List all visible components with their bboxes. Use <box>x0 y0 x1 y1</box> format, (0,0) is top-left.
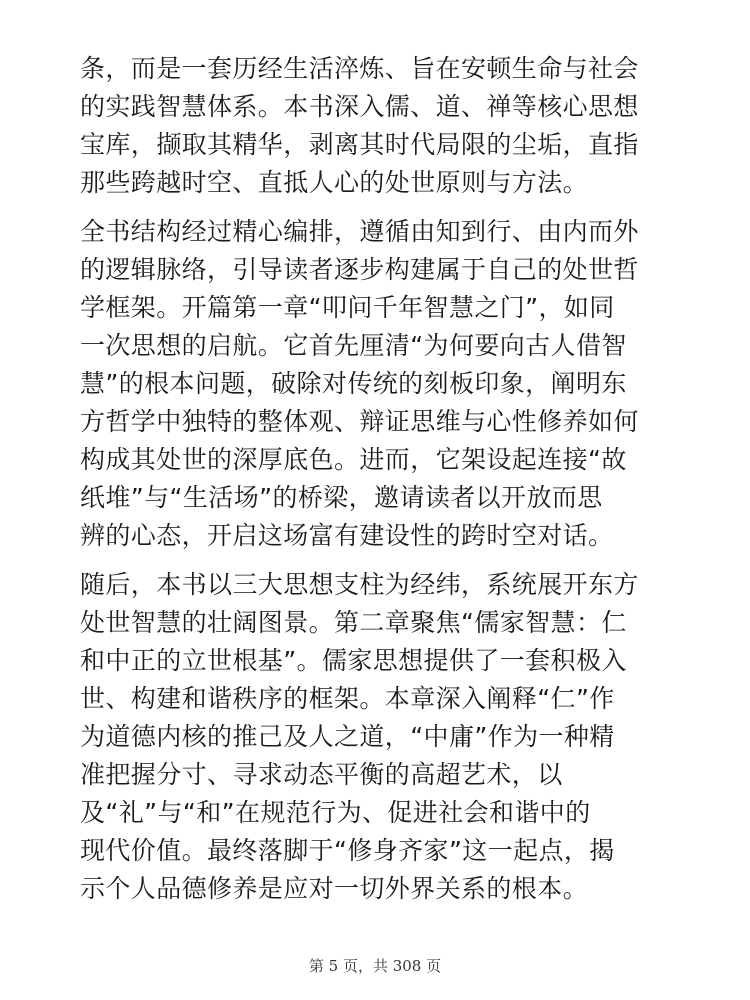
text-line: 纸堆”与“生活场”的桥梁，邀请读者以开放而思 <box>80 483 603 512</box>
text-line: 辨的心态，开启这场富有建设性的跨时空对话。 <box>80 521 614 550</box>
text-line: 一次思想的启航。它首先厘清“为何要向古人借智 <box>80 331 627 360</box>
paragraph-3 <box>80 566 680 908</box>
text-line: 及“礼”与“和”在规范行为、促进社会和谐中的 <box>80 798 591 827</box>
document-body <box>80 50 680 908</box>
paragraph-2 <box>80 213 680 555</box>
text-line: 构成其处世的深厚底色。进而，它架设起连接“故 <box>80 445 627 474</box>
text-line: 为道德内核的推己及人之道，“中庸”作为一种精 <box>80 722 615 751</box>
text-line: 条，而是一套历经生活淬炼、旨在安顿生命与社会 <box>80 54 639 83</box>
text-line: 示个人品德修养是应对一切外界关系的根本。 <box>80 874 589 903</box>
text-line: 现代价值。最终落脚于“修身齐家”这一起点，揭 <box>80 836 615 865</box>
text-line: 世、构建和谐秩序的框架。本章深入阐释“仁”作 <box>80 684 615 713</box>
text-line: 随后，本书以三大思想支柱为经纬，系统展开东方 <box>80 570 639 599</box>
page-number-footer: 第 5 页，共 308 页 <box>308 957 442 975</box>
text-line: 的实践智慧体系。本书深入儒、道、禅等核心思想 <box>80 92 639 121</box>
text-line: 处世智慧的壮阔图景。第二章聚焦“儒家智慧：仁 <box>80 608 627 637</box>
text-line: 的逻辑脉络，引导读者逐步构建属于自己的处世哲 <box>80 255 639 284</box>
paragraph-1 <box>80 50 680 202</box>
text-line: 那些跨越时空、直抵人心的处世原则与方法。 <box>80 168 589 197</box>
text-line: 方哲学中独特的整体观、辩证思维与心性修养如何 <box>80 407 639 436</box>
text-line: 和中正的立世根基”。儒家思想提供了一套积极入 <box>80 646 627 675</box>
text-line: 慧”的根本问题，破除对传统的刻板印象，阐明东 <box>80 369 627 398</box>
text-line: 全书结构经过精心编排，遵循由知到行、由内而外 <box>80 217 639 246</box>
text-line: 学框架。开篇第一章“叩问千年智慧之门”，如同 <box>80 293 615 322</box>
text-line: 准把握分寸、寻求动态平衡的高超艺术，以 <box>80 760 563 789</box>
text-line: 宝库，撷取其精华，剥离其时代局限的尘垢，直指 <box>80 130 639 159</box>
